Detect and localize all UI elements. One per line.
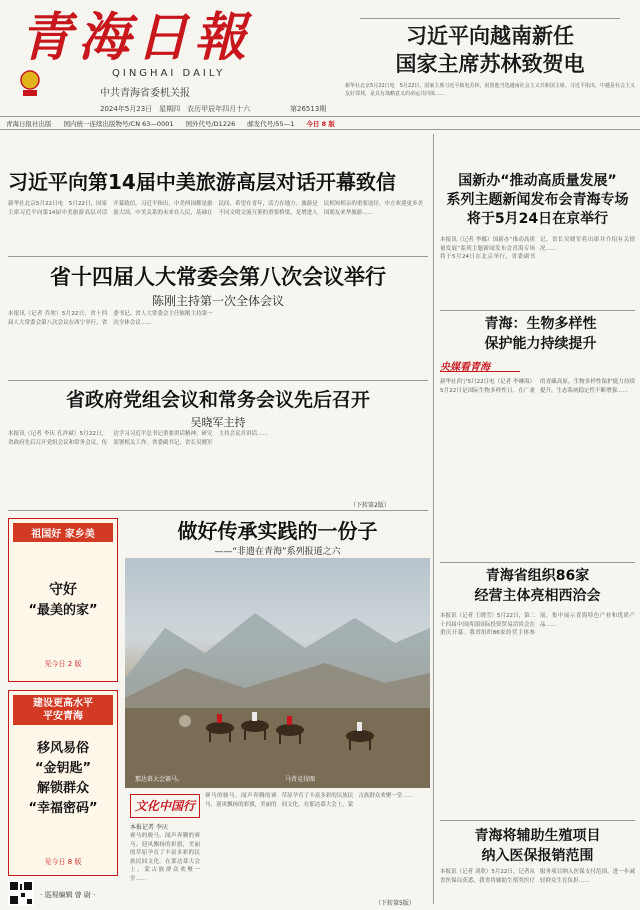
ad-panel-2-line2: “金钥匙”	[34, 761, 92, 776]
photo-text: 那达慕大会赛马。	[135, 776, 184, 783]
story-right4-headline-line1: 青海将辅助生殖项目	[474, 828, 601, 844]
feature-column-logo: 文化中国行	[130, 794, 200, 818]
masthead-title: 青海日報	[20, 7, 253, 68]
horse-race-illustration	[125, 558, 430, 788]
ad-panel-1-line2: “最美的家”	[28, 603, 98, 618]
divider-r2	[440, 562, 635, 563]
feature-body-lead: 赛马的骏马、闻声奔腾的赛马、迎风飘扬的彩旗，美丽的草原孕育了丰富多彩的民族民间文化。在那达慕大会上，蒙古族群众欢聚一堂……	[130, 833, 200, 882]
divider-r1	[440, 310, 635, 311]
story-right4-headline-line2: 纳入医保报销范围	[481, 848, 594, 864]
publisher: 青海日报社出版	[6, 120, 52, 128]
cn-code: 国内统一连续出版物号/CN 63—0001	[63, 120, 174, 128]
ad-panel-1-title: 祖国好 家乡美	[13, 523, 113, 542]
story3-subhead: 吴晓军主持	[190, 416, 246, 429]
story1-headline: 习近平向第14届中美旅游高层对话开幕致信	[8, 170, 396, 194]
top-headline-line1: 习近平向越南新任	[406, 24, 574, 48]
divider-1	[8, 256, 428, 257]
story2-headline: 省十四届人大常委会第八次会议举行	[50, 265, 386, 289]
story-right2-headline-line1: 青海：生物多样性	[484, 316, 597, 332]
top-headline	[360, 22, 620, 78]
ad-panel-2-page: 见今日 8 版	[44, 858, 82, 866]
story-right1-headline-line3: 将于5月24日在京举行	[466, 211, 609, 227]
column-tag: 央媒看青海	[440, 358, 520, 372]
date-line	[100, 104, 250, 114]
story-right1-headline-line2: 系列主题新闻发布会青海专场	[446, 192, 629, 208]
top-headline-line2: 国家主席苏林致贺电	[395, 52, 585, 76]
ad-panel-2-line4: “幸福密码”	[28, 801, 98, 816]
party-emblem-icon	[20, 70, 40, 98]
story3-body: 本报讯（记者 李庆 孔祥斌）5月22日，省政府先后召开党组会议和常务会议，传达学习习近平总书记重要讲话精神，研究部署相关工作。省委副书记、省长吴晓军主持会议并讲话……	[8, 431, 269, 446]
ad-panel-2-body	[9, 739, 117, 819]
feature-jump: （下转第5版）	[375, 900, 415, 907]
ad-panel-2-title-line1: 建设更高水平	[33, 698, 93, 709]
masthead-english: QINGHAI DAILY	[112, 68, 226, 79]
story-right2-headline-line2: 保护能力持续提升	[484, 336, 597, 352]
story2-subhead: 陈刚主持第一次全体会议	[151, 294, 284, 308]
story-right3-body: 本报讯（记者 王晓雪）5月22日，第二十四届中国西部国际投资贸易洽谈会在重庆开幕。我省组织86家经营主体参展，集中展示青海特色产业和优质产品……	[440, 613, 635, 637]
story-right3-headline-line2: 经营主体亮相西洽会	[474, 588, 601, 604]
feature-body: 赛马的骏马、闻声奔腾的赛马、迎风飘扬的彩旗，美丽的草原孕育了丰富多彩的民族民间文化。在那达慕大会上，蒙古族群众欢聚一堂……	[205, 793, 414, 808]
feature-headline: 做好传承实践的一份子	[177, 519, 378, 543]
publication-bar	[0, 116, 640, 130]
ad-panel-2-title-line2: 平安青海	[43, 711, 83, 722]
story-right2-headline	[448, 314, 633, 354]
story-right2-body: 新华社西宁5月22日电（记者 李琳海）5月22日是国际生物多样性日。在广袤的青藏高原，生物多样性保护能力持续提升，生态系统稳定性不断增强……	[440, 379, 635, 394]
divider-2	[8, 380, 428, 381]
ad-panel-1[interactable]	[8, 518, 118, 682]
story-right1-body: 本报讯（记者 李娜）国新办“推动高质量发展”系列主题新闻发布会青海专场将于5月24日在北京举行，省委副书记、省长吴晓军将出席并介绍有关情况……	[440, 237, 635, 261]
divider-3	[8, 510, 428, 511]
story-right1-headline-line1: 国新办“推动高质量发展”	[458, 173, 617, 189]
story2-body: 本报讯（记者 乔欣）5月22日，省十四届人大常委会第八次会议在西宁举行。省委书记、省人大常委会主任陈刚主持第一次全体会议……	[8, 311, 213, 326]
ad-panel-2-title	[13, 695, 113, 725]
postal-code: 邮发代号/55—1	[247, 120, 295, 128]
story-right4-headline	[440, 826, 635, 866]
feature-subhead: ——“非遗在青海”系列报道之六	[214, 547, 341, 557]
feature-byline: 本报记者 李庆	[130, 824, 168, 831]
photo-credit: 马背竞技图	[285, 776, 316, 783]
ad-panel-2-line1: 移风易俗	[36, 741, 89, 756]
issue-number: 第26513期	[290, 105, 327, 113]
ad-panel-1-line1: 守好	[49, 582, 77, 598]
ad-panel-2-line3: 解锁群众	[36, 781, 89, 796]
issn-code: 国外代号/D1226	[185, 120, 236, 128]
qr-code-icon[interactable]	[8, 880, 34, 906]
divider-r3	[440, 820, 635, 821]
story-right1-headline	[440, 172, 635, 229]
story3-headline: 省政府党组会议和常务会议先后召开	[65, 389, 370, 411]
story-right3-headline	[440, 566, 635, 606]
footer-editor: · 巡视编辑 曾 尉 ·	[40, 891, 96, 899]
page-count: 今日 8 版	[306, 120, 335, 128]
story-right3-headline-line1: 青海省组织86家	[485, 568, 590, 584]
column-divider	[433, 134, 434, 904]
headline-rule-top	[360, 18, 620, 19]
ad-panel-1-page: 见今日 2 版	[44, 660, 82, 668]
feature-photo	[125, 558, 430, 788]
ad-panel-2[interactable]	[8, 690, 118, 876]
issue-date: 2024年5月23日 星期四 农历甲辰年四月十六	[100, 105, 251, 113]
masthead-subtitle: 中共青海省委机关报	[100, 88, 190, 99]
story-right4-body: 本报讯（记者 刘欣）5月22日，记者从省医保局获悉，我省将辅助生殖类医疗服务项目纳入医保支付范围，进一步减轻群众生育负担……	[440, 869, 635, 884]
top-story-body: 新华社北京5月22日电 5月22日，国家主席习近平致电苏林，祝贺他当选越南社会主义共和国主席。习近平指出，中越是社会主义友好邻邦，是具有战略意义的命运共同体……	[345, 83, 635, 97]
story1-body: 新华社北京5月22日电 5月22日，国家主席习近平向第14届中美旅游高层对话开幕致信。习近平指出，中美两国都是旅游大国，中美关系的未来在人民，基础在民间，希望在青年，活力在地方。旅游是不同文明交流互鉴的重要桥梁，是增进人民相知相亲的重要途径。中方欢迎更多美国朋友来华旅游……	[8, 201, 423, 216]
story3-jump: （下转第2版）	[350, 502, 390, 509]
